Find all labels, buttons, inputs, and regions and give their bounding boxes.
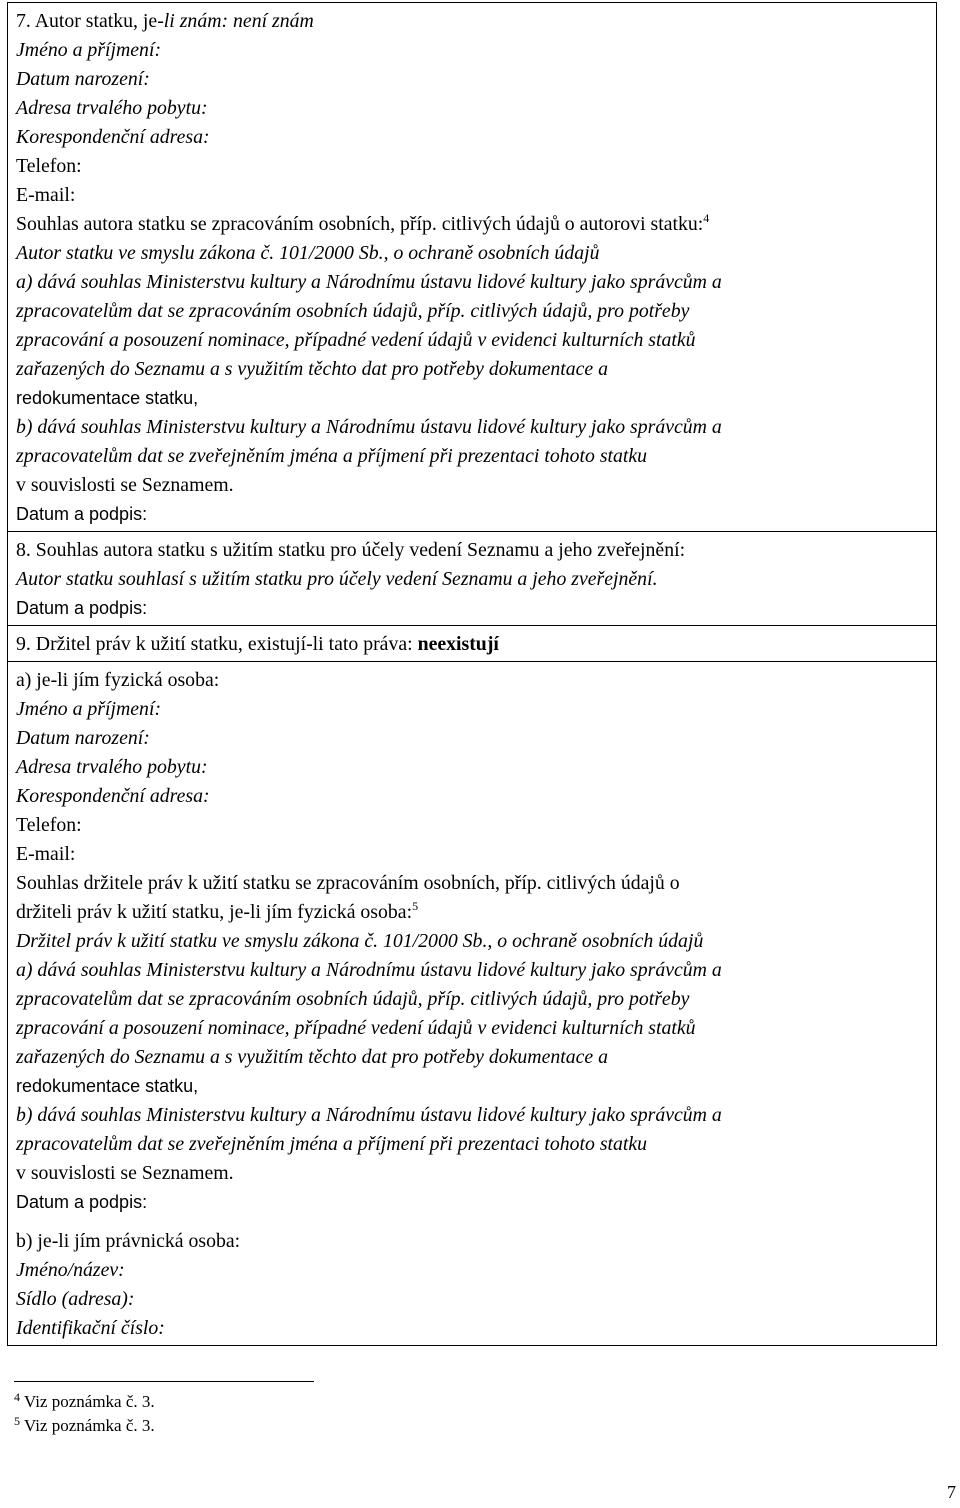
holder-consent-line-2: držiteli práv k užití statku, je-li jím fyzická osoba:$^5$ — [16, 899, 419, 923]
page-number: 7 — [947, 1482, 956, 1502]
section-9 — [8, 626, 936, 662]
author-name-label: Jméno a příjmení: — [16, 39, 162, 61]
holder-name-label: Jméno a příjmení: — [16, 698, 162, 720]
author-consent-a-line-1: a) dává souhlas Ministerstvu kultury a Národnímu ústavu lidové kultury jako správcům a — [16, 271, 722, 293]
holder-address-label: Adresa trvalého pobytu: — [16, 756, 208, 778]
footnote-4: $^4$ Viz poznámka č. 3. — [14, 1390, 155, 1411]
holder-consent-a-line-2: zpracovatelům dat se zpracováním osobních údajů, příp. citlivých údajů, pro potřeby — [16, 988, 690, 1010]
holder-email-label: E-mail: — [16, 843, 76, 865]
author-address-label: Adresa trvalého pobytu: — [16, 97, 208, 119]
section-7-heading: 7. Autor statku, je-li znám: není znám — [16, 10, 314, 32]
section-9b-heading: b) je-li jím právnická osoba: — [16, 1230, 241, 1252]
section-8-heading: 8. Souhlas autora statku s užitím statku pro účely vedení Seznamu a jeho zveřejnění: — [16, 539, 686, 561]
form-table — [7, 2, 937, 1346]
holder-consent-b-line-3: v souvislosti se Seznamem. — [16, 1162, 234, 1184]
holder-consent-a-line-5: redokumentace statku, — [16, 1076, 199, 1096]
author-email-label: E-mail: — [16, 184, 76, 206]
holder-consent-a-line-3: zpracování a posouzení nominace, případné vedení údajů v evidenci kulturních statků — [16, 1017, 696, 1039]
legal-id-label: Identifikační číslo: — [16, 1317, 165, 1339]
section-9-heading: 9. Držitel práv k užití statku, existují-li tato práva: neexistují — [16, 633, 499, 655]
holder-signature-label: Datum a podpis: — [16, 1192, 148, 1212]
spacer — [16, 1217, 936, 1227]
author-consent-a-line-5: redokumentace statku, — [16, 388, 199, 408]
holder-phone-label: Telefon: — [16, 814, 82, 836]
section-8-text: Autor statku souhlasí s užitím statku pro účely vedení Seznamu a jeho zveřejnění. — [16, 568, 658, 590]
author-phone-label: Telefon: — [16, 155, 82, 177]
section-8-signature-label: Datum a podpis: — [16, 598, 148, 618]
author-consent-heading: Souhlas autora statku se zpracováním osobních, příp. citlivých údajů o autorovi statku:$^4$ — [16, 211, 710, 235]
author-consent-b-line-3: v souvislosti se Seznamem. — [16, 474, 234, 496]
footnote-5: $^5$ Viz poznámka č. 3. — [14, 1414, 155, 1435]
author-consent-b-line-1: b) dává souhlas Ministerstvu kultury a Národnímu ústavu lidové kultury jako správcům a — [16, 416, 722, 438]
holder-birth-label: Datum narození: — [16, 727, 150, 749]
holder-consent-b-line-2: zpracovatelům dat se zveřejněním jména a příjmení při prezentaci tohoto statku — [16, 1133, 648, 1155]
legal-name-label: Jméno/název: — [16, 1259, 125, 1281]
author-birth-label: Datum narození: — [16, 68, 150, 90]
section-7 — [8, 3, 936, 532]
author-correspondence-label: Korespondenční adresa: — [16, 126, 210, 148]
author-consent-a-line-4: zařazených do Seznamu a s využitím těchto dat pro potřeby dokumentace a — [16, 358, 609, 380]
holder-correspondence-label: Korespondenční adresa: — [16, 785, 210, 807]
legal-seat-label: Sídlo (adresa): — [16, 1288, 135, 1310]
holder-consent-a-line-1: a) dává souhlas Ministerstvu kultury a Národnímu ústavu lidové kultury jako správcům a — [16, 959, 722, 981]
holder-consent-line-1: Souhlas držitele práv k užití statku se zpracováním osobních, příp. citlivých údajů o — [16, 872, 680, 894]
author-consent-b-line-2: zpracovatelům dat se zveřejněním jména a příjmení při prezentaci tohoto statku — [16, 445, 648, 467]
holder-consent-a-line-4: zařazených do Seznamu a s využitím těchto dat pro potřeby dokumentace a — [16, 1046, 609, 1068]
section-8 — [8, 532, 936, 626]
section-9a-heading: a) je-li jím fyzická osoba: — [16, 669, 220, 691]
footnote-separator — [14, 1381, 314, 1382]
holder-consent-b-line-1: b) dává souhlas Ministerstvu kultury a Národnímu ústavu lidové kultury jako správcům a — [16, 1104, 722, 1126]
author-signature-label: Datum a podpis: — [16, 504, 148, 524]
author-consent-a-line-3: zpracování a posouzení nominace, případné vedení údajů v evidenci kulturních statků — [16, 329, 696, 351]
footnote-ref-4: 4 — [703, 211, 710, 225]
holder-law-line: Držitel práv k užití statku ve smyslu zákona č. 101/2000 Sb., o ochraně osobních údajů — [16, 930, 704, 952]
section-9a — [8, 662, 936, 1345]
author-law-line: Autor statku ve smyslu zákona č. 101/2000 Sb., o ochraně osobních údajů — [16, 242, 600, 264]
rights-status: neexistují — [417, 633, 499, 655]
footnote-ref-5: 5 — [412, 899, 419, 913]
author-consent-a-line-2: zpracovatelům dat se zpracováním osobních údajů, příp. citlivých údajů, pro potřeby — [16, 300, 690, 322]
